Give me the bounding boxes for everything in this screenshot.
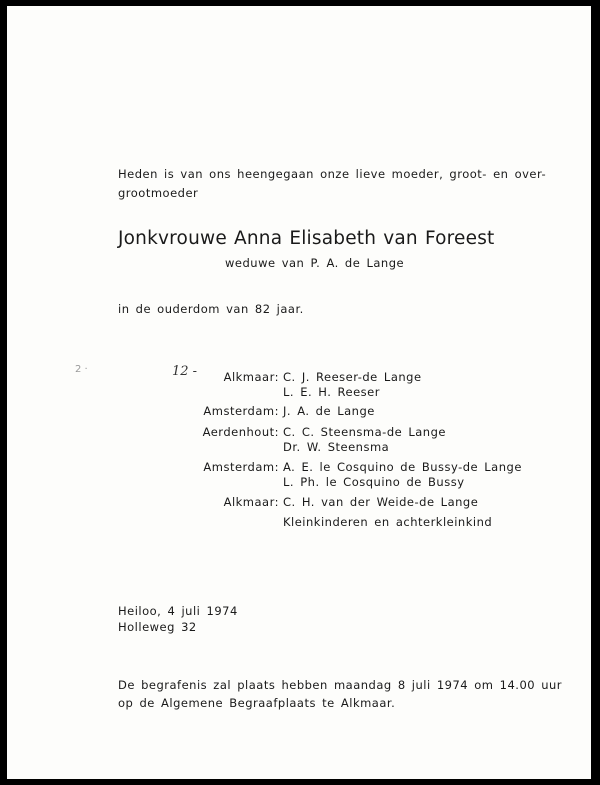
family-name: Dr. W. Steensma <box>283 440 390 454</box>
intro-line-1: Heden is van ons heengegaan onze lieve moeder, groot- en over- <box>118 167 547 181</box>
widow-of-line: weduwe van P. A. de Lange <box>225 256 405 270</box>
deceased-name: Jonkvrouwe Anna Elisabeth van Foreest <box>118 228 495 249</box>
family-name: L. Ph. le Cosquino de Bussy <box>283 475 465 489</box>
family-city-5: Alkmaar: <box>223 495 279 509</box>
address-line: Holleweg 32 <box>118 620 197 634</box>
funeral-line-1: De begrafenis zal plaats hebben maandag 8 juli 1974 om 14.00 uur <box>118 678 563 692</box>
family-name: A. E. le Cosquino de Bussy-de Lange <box>283 460 522 474</box>
age-line: in de ouderdom van 82 jaar. <box>118 302 304 316</box>
family-name: C. C. Steensma-de Lange <box>283 425 446 439</box>
family-city-3: Aerdenhout: <box>202 425 279 439</box>
family-name: J. A. de Lange <box>283 404 375 418</box>
grandchildren-line: Kleinkinderen en achterkleinkind <box>283 515 493 529</box>
family-name: L. E. H. Reeser <box>283 385 380 399</box>
mourning-card <box>7 6 591 779</box>
intro-line-2: grootmoeder <box>118 186 199 200</box>
family-city-2: Amsterdam: <box>203 404 279 418</box>
family-name: C. H. van der Weide-de Lange <box>283 495 479 509</box>
family-city-4: Amsterdam: <box>203 460 279 474</box>
funeral-line-2: op de Algemene Begraafplaats te Alkmaar. <box>118 696 396 710</box>
handwritten-note: 12 - <box>172 364 198 379</box>
family-name: C. J. Reeser-de Lange <box>283 370 422 384</box>
pencil-smudge: 2 · <box>75 364 88 375</box>
family-city-1: Alkmaar: <box>223 370 279 384</box>
place-date-line: Heiloo, 4 juli 1974 <box>118 604 238 618</box>
